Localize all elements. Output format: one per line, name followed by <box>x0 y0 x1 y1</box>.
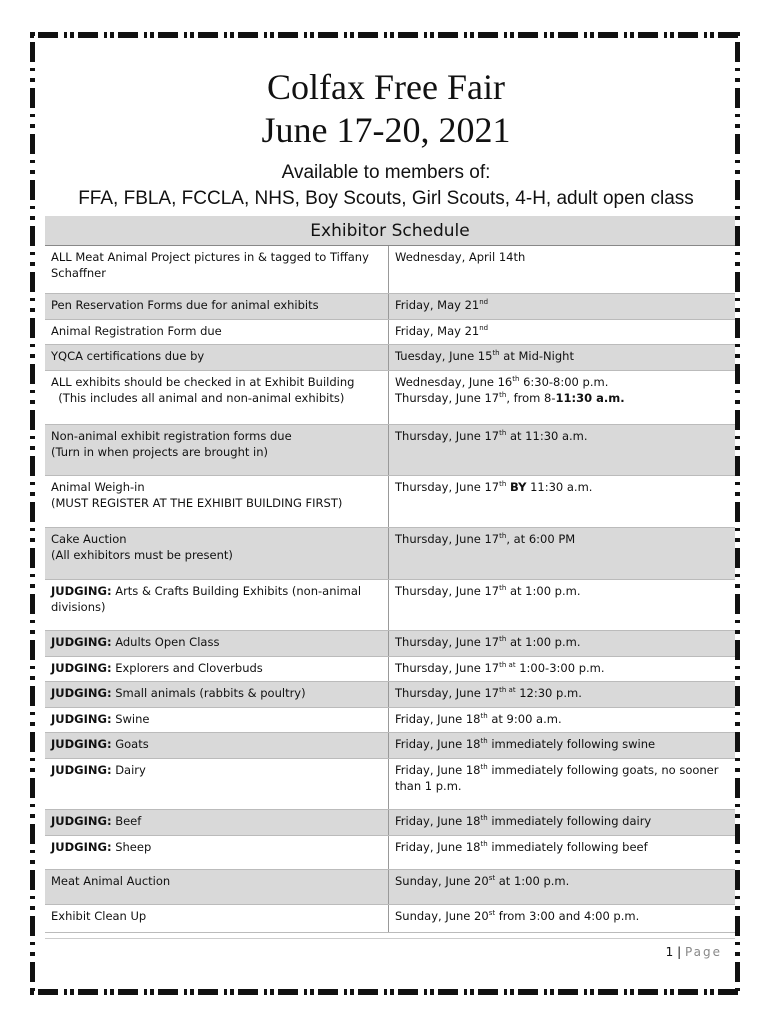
decorative-border-top <box>30 32 742 38</box>
availability-label: Available to members of: <box>281 162 491 183</box>
event-note: (All exhibitors must be present) <box>51 548 233 562</box>
decorative-border-right <box>735 32 740 995</box>
date-cell <box>389 905 736 933</box>
date-text: Tuesday, June 15 <box>395 349 493 363</box>
event-cell <box>45 320 389 345</box>
event-cell <box>45 708 389 733</box>
page-word: Page <box>684 945 722 959</box>
event-text: ALL Meat Animal Project pictures in & tagged to Tiffany Schaffner <box>51 250 369 280</box>
event-text: Animal Weigh-in <box>51 480 145 494</box>
exhibitor-schedule-table <box>45 216 735 933</box>
date-text: Thursday, June 17 <box>395 429 500 443</box>
date-detail: from 3:00 and 4:00 p.m. <box>495 909 640 923</box>
event-cell <box>45 733 389 759</box>
date-suffix: th <box>480 840 488 849</box>
judging-label: JUDGING: <box>51 686 112 700</box>
date-text: Thursday, June 17 <box>395 532 500 546</box>
fair-title: Colfax Free Fair <box>267 67 505 107</box>
event-text: Sheep <box>111 840 152 854</box>
event-cell <box>45 870 389 905</box>
date-text: Friday, June 18 <box>395 712 481 726</box>
schedule-row <box>45 528 735 580</box>
event-text: Small animals (rabbits & poultry) <box>111 686 306 700</box>
event-cell <box>45 294 389 320</box>
schedule-row <box>45 836 735 870</box>
date-suffix: th <box>480 737 488 746</box>
date-detail: immediately following dairy <box>487 814 652 828</box>
date-text: Sunday, June 20 <box>395 874 489 888</box>
date-detail: , from 8- <box>506 391 556 405</box>
date-suffix: th <box>499 584 507 593</box>
event-text: Cake Auction <box>51 532 127 546</box>
event-note: (This includes all animal and non-animal exhibits) <box>51 391 345 405</box>
event-cell <box>45 371 389 425</box>
judging-label: JUDGING: <box>51 737 112 751</box>
date-cell <box>389 836 736 870</box>
date-suffix: th <box>499 532 507 541</box>
date-cell <box>389 528 736 580</box>
date-suffix: th <box>499 635 507 644</box>
fair-dates: June 17-20, 2021 <box>261 110 511 150</box>
schedule-row <box>45 371 735 425</box>
date-detail: at 1:00 p.m. <box>506 584 581 598</box>
judging-label: JUDGING: <box>51 712 112 726</box>
schedule-row <box>45 246 735 294</box>
date-detail: 6:30-8:00 p.m. <box>519 375 609 389</box>
event-cell <box>45 476 389 528</box>
date-suffix: th <box>499 429 507 438</box>
date-cell <box>389 246 736 294</box>
event-cell <box>45 425 389 476</box>
date-text: Friday, June 18 <box>395 737 481 751</box>
date-text: Thursday, June 17 <box>395 391 500 405</box>
schedule-body <box>45 246 735 933</box>
event-cell <box>45 580 389 631</box>
judging-label: JUDGING: <box>51 763 112 777</box>
date-cell <box>389 682 736 708</box>
date-suffix: th <box>512 375 520 384</box>
date-suffix: th <box>480 712 488 721</box>
event-text: ALL exhibits should be checked in at Exhibit Building <box>51 375 355 389</box>
event-cell <box>45 528 389 580</box>
date-suffix: th <box>480 763 488 772</box>
date-text: Friday, May 21 <box>395 298 480 312</box>
event-cell <box>45 836 389 870</box>
date-cell <box>389 657 736 682</box>
date-cell <box>389 580 736 631</box>
event-text: Pen Reservation Forms due for animal exhibits <box>51 298 319 312</box>
date-detail: immediately following beef <box>487 840 648 854</box>
event-cell <box>45 246 389 294</box>
schedule-row <box>45 682 735 708</box>
date-detail: , at 6:00 PM <box>506 532 576 546</box>
event-note: (MUST REGISTER AT THE EXHIBIT BUILDING FIRST) <box>51 496 343 510</box>
schedule-row <box>45 733 735 759</box>
schedule-row <box>45 294 735 320</box>
event-cell <box>45 810 389 836</box>
schedule-row <box>45 708 735 733</box>
date-tail: 11:30 a.m. <box>526 480 593 494</box>
schedule-row <box>45 870 735 905</box>
schedule-heading: Exhibitor Schedule <box>45 216 735 246</box>
event-text: Meat Animal Auction <box>51 874 171 888</box>
page-separator: | <box>673 945 685 959</box>
event-text: Exhibit Clean Up <box>51 909 147 923</box>
date-detail: 1:00-3:00 p.m. <box>515 661 605 675</box>
date-cell <box>389 320 736 345</box>
date-cell <box>389 345 736 371</box>
date-cell <box>389 294 736 320</box>
date-detail: immediately following goats, no sooner than 1 p.m. <box>395 763 719 793</box>
date-suffix: th <box>499 480 507 489</box>
event-text: Explorers and Cloverbuds <box>111 661 263 675</box>
decorative-border-bottom <box>30 989 742 995</box>
date-text: Wednesday, April 14th <box>395 250 526 264</box>
date-cell <box>389 476 736 528</box>
schedule-row <box>45 425 735 476</box>
schedule-row <box>45 320 735 345</box>
event-text: Animal Registration Form due <box>51 324 222 338</box>
date-cell <box>389 708 736 733</box>
event-cell <box>45 759 389 810</box>
eligible-groups: FFA, FBLA, FCCLA, NHS, Boy Scouts, Girl Scouts, 4-H, adult open class <box>78 188 694 209</box>
event-note: (Turn in when projects are brought in) <box>51 445 269 459</box>
date-cell <box>389 870 736 905</box>
date-cell <box>389 733 736 759</box>
event-text: Goats <box>111 737 149 751</box>
schedule-row <box>45 759 735 810</box>
page-footer <box>666 945 722 959</box>
date-text: Friday, June 18 <box>395 840 481 854</box>
event-cell <box>45 345 389 371</box>
date-suffix: th at <box>499 661 516 670</box>
schedule-row <box>45 631 735 657</box>
event-text: YQCA certifications due by <box>51 349 205 363</box>
date-text: Thursday, June 17 <box>395 661 500 675</box>
date-cell <box>389 631 736 657</box>
date-detail: at 11:30 a.m. <box>506 429 588 443</box>
date-detail: at 9:00 a.m. <box>487 712 562 726</box>
judging-label: JUDGING: <box>51 661 112 675</box>
date-cell <box>389 810 736 836</box>
date-cell <box>389 371 736 425</box>
date-emphasis: BY <box>509 480 527 494</box>
date-detail: immediately following swine <box>487 737 656 751</box>
schedule-row <box>45 345 735 371</box>
date-suffix: th at <box>499 686 516 695</box>
date-text: Sunday, June 20 <box>395 909 489 923</box>
date-text: Thursday, June 17 <box>395 635 500 649</box>
judging-label: JUDGING: <box>51 840 112 854</box>
date-text: Thursday, June 17 <box>395 686 500 700</box>
judging-label: JUDGING: <box>51 584 112 598</box>
date-detail: 12:30 p.m. <box>515 686 582 700</box>
date-cell <box>389 759 736 810</box>
decorative-border-left <box>30 32 35 995</box>
date-suffix: th <box>492 349 500 358</box>
event-text: Dairy <box>111 763 146 777</box>
schedule-row <box>45 905 735 933</box>
date-text: Friday, June 18 <box>395 763 481 777</box>
date-suffix: th <box>499 391 507 400</box>
date-detail: at 1:00 p.m. <box>495 874 570 888</box>
event-cell <box>45 657 389 682</box>
event-text: Non-animal exhibit registration forms due <box>51 429 292 443</box>
event-text: Arts & Crafts Building Exhibits (non-animal divisions) <box>51 584 362 614</box>
date-text: Thursday, June 17 <box>395 480 500 494</box>
schedule-row <box>45 580 735 631</box>
event-text: Beef <box>111 814 142 828</box>
footer-divider <box>45 938 735 939</box>
date-suffix: st <box>488 874 496 883</box>
date-text: Wednesday, June 16 <box>395 375 513 389</box>
date-detail: at Mid-Night <box>499 349 574 363</box>
date-suffix: st <box>488 909 496 918</box>
page-number: 1 <box>665 945 674 959</box>
schedule-row <box>45 657 735 682</box>
date-cell <box>389 425 736 476</box>
schedule-row <box>45 810 735 836</box>
schedule-row <box>45 476 735 528</box>
event-text: Swine <box>111 712 150 726</box>
judging-label: JUDGING: <box>51 635 112 649</box>
date-text: Friday, May 21 <box>395 324 480 338</box>
date-emphasis: 11:30 a.m. <box>555 391 625 405</box>
event-cell <box>45 905 389 933</box>
title-block <box>45 66 727 212</box>
date-suffix: nd <box>479 324 489 333</box>
judging-label: JUDGING: <box>51 814 112 828</box>
event-text: Adults Open Class <box>111 635 220 649</box>
date-text: Thursday, June 17 <box>395 584 500 598</box>
date-detail: at 1:00 p.m. <box>506 635 581 649</box>
date-text: Friday, June 18 <box>395 814 481 828</box>
date-suffix: th <box>480 814 488 823</box>
event-cell <box>45 631 389 657</box>
event-cell <box>45 682 389 708</box>
date-suffix: nd <box>479 298 489 307</box>
